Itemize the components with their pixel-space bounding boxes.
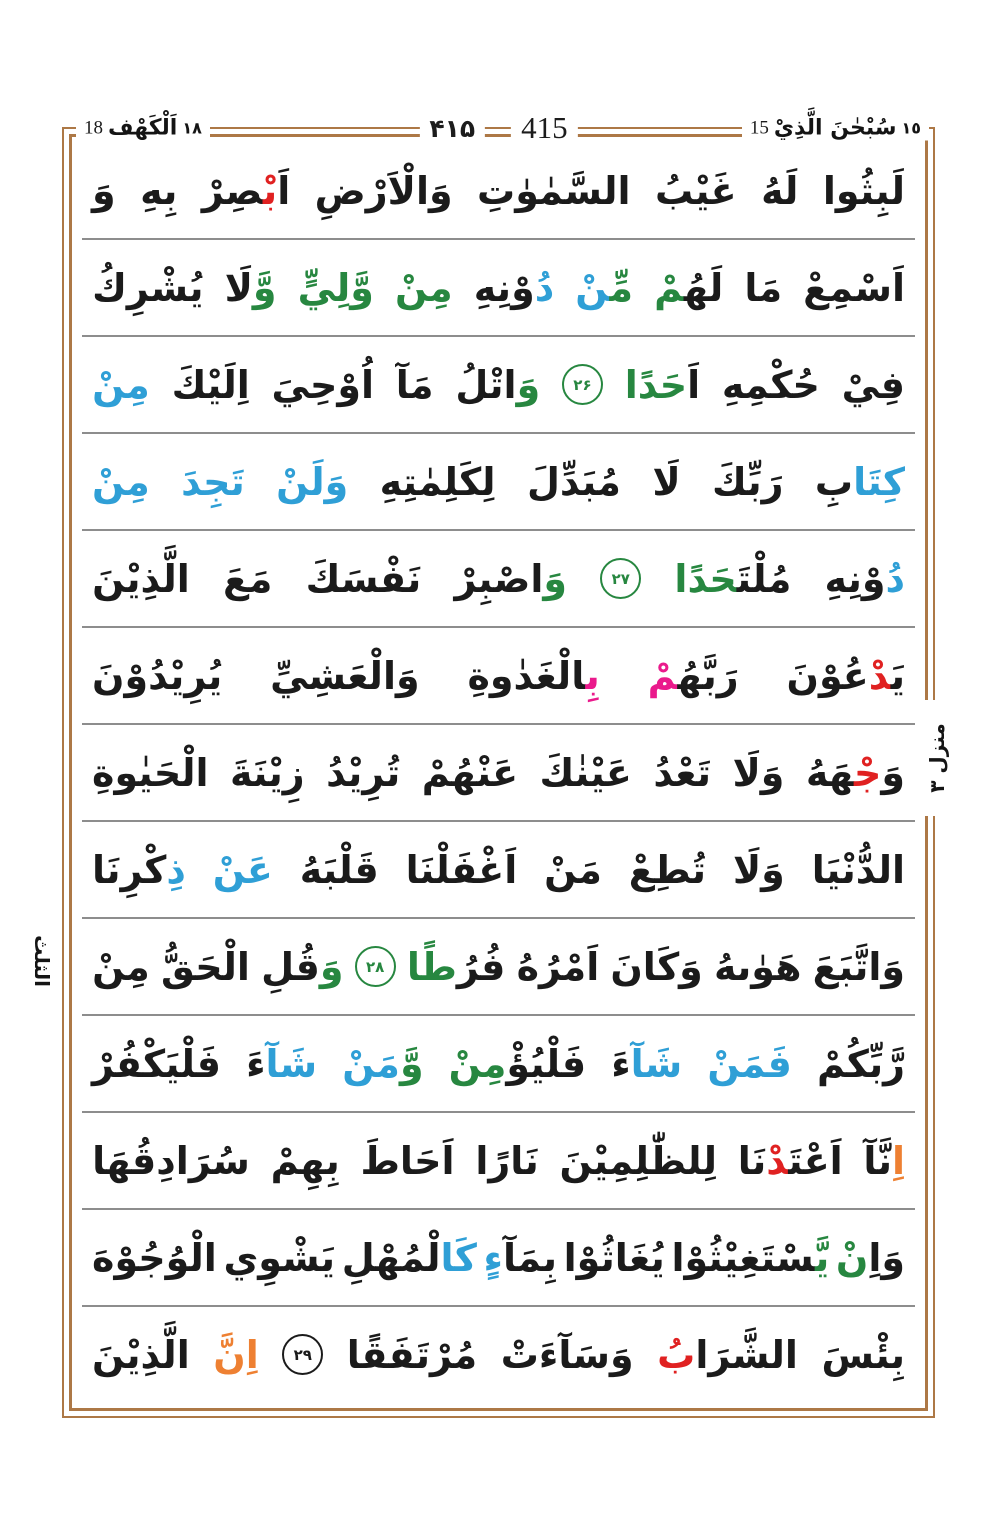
word-segment: فَلْيُؤْ bbox=[506, 1041, 587, 1086]
quran-line bbox=[82, 723, 915, 820]
quran-word bbox=[653, 750, 712, 795]
quran-word bbox=[276, 459, 349, 504]
quran-word bbox=[824, 556, 905, 601]
word-segment: بِ bbox=[585, 653, 600, 698]
quran-word bbox=[811, 847, 905, 892]
juz-name: سُبْحٰنَ الَّذِيْ bbox=[773, 115, 897, 141]
word-segment: وَ bbox=[319, 944, 344, 989]
word-segment: رَبَّهُ bbox=[677, 653, 739, 698]
word-segment: لَهُ bbox=[761, 168, 799, 213]
quran-word bbox=[92, 653, 223, 698]
quran-word bbox=[674, 556, 792, 601]
quran-line bbox=[82, 1305, 915, 1402]
word-segment: وْنِهِ bbox=[473, 265, 535, 310]
word-segment: حَدًا bbox=[674, 556, 737, 601]
word-segment: صِرْ bbox=[201, 168, 263, 213]
quran-word bbox=[563, 1235, 665, 1280]
page-number-latin: 415 bbox=[511, 110, 578, 146]
quran-word bbox=[652, 459, 681, 504]
word-segment: كْرِنَا bbox=[92, 847, 167, 892]
word-segment: لِكَلِمٰتِهِ bbox=[379, 459, 496, 504]
word-segment: دُ bbox=[534, 265, 555, 310]
quran-word bbox=[224, 265, 277, 310]
quran-line bbox=[82, 238, 915, 335]
word-segment: وَاتَّبَعَ bbox=[812, 944, 905, 989]
word-segment: نَفْسَكَ bbox=[305, 556, 422, 601]
quran-word bbox=[92, 1235, 217, 1280]
surah-name: اَلْكَهْف bbox=[108, 115, 178, 141]
quran-word bbox=[624, 362, 701, 407]
page-number-label bbox=[419, 110, 577, 146]
juz-label bbox=[742, 116, 929, 141]
word-segment: ءٍ bbox=[483, 1235, 503, 1280]
quran-word bbox=[732, 847, 785, 892]
word-segment: شَآ bbox=[630, 1041, 683, 1086]
juz-number-arabic: ١٥ bbox=[901, 118, 921, 138]
word-segment: مِنْ bbox=[92, 944, 150, 989]
word-segment: الدُّنْيَا bbox=[811, 847, 905, 892]
word-segment: وَاِ bbox=[868, 1235, 905, 1280]
quran-word bbox=[835, 1235, 905, 1280]
surah-label bbox=[76, 116, 210, 141]
word-segment: الشَّرَا bbox=[695, 1332, 798, 1377]
word-segment: وَلَا bbox=[732, 750, 785, 795]
quran-word bbox=[647, 653, 739, 698]
word-segment: فَلْيَكْفُرْ bbox=[92, 1041, 222, 1086]
quran-word bbox=[812, 944, 905, 989]
word-segment: تُرِيْدُ bbox=[326, 750, 401, 795]
quran-word bbox=[346, 1332, 478, 1377]
quran-word bbox=[454, 556, 568, 601]
quran-word bbox=[526, 459, 621, 504]
word-segment: اَ bbox=[277, 168, 291, 213]
quran-word bbox=[421, 750, 519, 795]
word-segment: الْغَدٰوةِ bbox=[467, 653, 586, 698]
verse-marker: ۲۶ bbox=[562, 364, 603, 405]
word-segment: مُرْتَفَقًا bbox=[346, 1332, 478, 1377]
quran-line bbox=[82, 820, 915, 917]
quran-word bbox=[611, 1041, 683, 1086]
word-segment: شَآ bbox=[265, 1041, 318, 1086]
quran-word bbox=[140, 168, 178, 213]
quran-word bbox=[473, 265, 555, 310]
quran-word bbox=[405, 847, 518, 892]
word-segment: اصْبِرْ bbox=[454, 556, 544, 601]
word-segment: عَنْهُمْ bbox=[421, 750, 519, 795]
quran-line bbox=[82, 917, 915, 1014]
quran-word bbox=[721, 362, 820, 407]
page-frame-outer bbox=[62, 127, 935, 1418]
word-segment: يُرِيْدُوْنَ bbox=[92, 653, 223, 698]
word-segment: اُوْحِيَ bbox=[271, 362, 375, 407]
quran-word bbox=[732, 750, 785, 795]
word-segment: فُرُ bbox=[456, 944, 506, 989]
surah-number-latin: 18 bbox=[84, 117, 103, 138]
word-segment: بِئْسَ bbox=[821, 1332, 905, 1377]
quran-word bbox=[814, 459, 905, 504]
quran-word bbox=[816, 1041, 905, 1086]
quran-word bbox=[744, 265, 783, 310]
quran-line bbox=[82, 335, 915, 432]
word-segment: طًا bbox=[406, 944, 457, 989]
word-segment: بِهِ bbox=[140, 168, 178, 213]
quran-line bbox=[82, 529, 915, 626]
word-segment: كَا bbox=[440, 1235, 477, 1280]
word-segment: وَالْاَرْضِ bbox=[314, 168, 453, 213]
word-segment: مِنْ bbox=[448, 1041, 507, 1086]
quran-word bbox=[213, 1332, 259, 1377]
word-segment: مُلْتَ bbox=[736, 556, 792, 601]
quran-word bbox=[246, 1041, 318, 1086]
quran-word bbox=[654, 265, 724, 310]
quran-word bbox=[671, 1235, 830, 1280]
quran-word bbox=[171, 362, 250, 407]
word-segment: اَسْمِعْ bbox=[803, 265, 905, 310]
word-segment: لَهُ bbox=[683, 265, 724, 310]
word-segment: سُرَادِقُهَا bbox=[92, 1138, 250, 1183]
word-segment: مِنْ bbox=[394, 265, 453, 310]
quran-word bbox=[270, 653, 420, 698]
word-segment: وَ bbox=[516, 362, 541, 407]
quran-word bbox=[92, 1332, 190, 1377]
quran-word bbox=[92, 1138, 250, 1183]
word-segment: وْنِهِ bbox=[824, 556, 886, 601]
word-segment: وَ bbox=[92, 168, 116, 213]
word-segment: مَا bbox=[744, 265, 783, 310]
word-segment: هَهُ bbox=[805, 750, 854, 795]
quran-word bbox=[786, 653, 905, 698]
word-segment: عُوْنَ bbox=[786, 653, 869, 698]
verse-marker: ۲۹ bbox=[282, 1334, 323, 1375]
word-segment: يُغَاثُوْا bbox=[563, 1235, 665, 1280]
word-segment: لِلظّٰلِمِيْنَ bbox=[559, 1138, 717, 1183]
quran-word bbox=[212, 847, 273, 892]
quran-word bbox=[297, 265, 374, 310]
quran-word bbox=[92, 459, 150, 504]
quran-word bbox=[229, 750, 305, 795]
word-segment: وَالْعَشِيِّ bbox=[270, 653, 420, 698]
quran-word bbox=[92, 362, 150, 407]
word-segment: اِلَيْكَ bbox=[171, 362, 250, 407]
word-segment: كِتَا bbox=[853, 459, 905, 504]
word-segment: مِنْ bbox=[92, 362, 150, 407]
quran-line bbox=[82, 143, 915, 238]
word-segment: نَّآ bbox=[863, 1138, 892, 1183]
quran-word bbox=[657, 1332, 798, 1377]
quran-line bbox=[82, 1111, 915, 1208]
word-segment: قُلِ bbox=[261, 944, 320, 989]
word-segment: دُ bbox=[885, 556, 905, 601]
word-segment: اَغْفَلْنَا bbox=[405, 847, 518, 892]
word-segment: ءَ bbox=[611, 1041, 631, 1086]
word-segment: عَنْ bbox=[212, 847, 273, 892]
word-segment: مِنْ bbox=[92, 459, 150, 504]
word-segment: وَلَنْ bbox=[276, 459, 349, 504]
quran-word bbox=[500, 1332, 634, 1377]
quran-word bbox=[92, 265, 204, 310]
word-segment: اِ bbox=[891, 1138, 905, 1183]
quran-line bbox=[82, 626, 915, 723]
word-segment: يَشْوِي bbox=[223, 1235, 336, 1280]
word-segment: مْ bbox=[647, 653, 678, 698]
word-segment: بِهِمْ bbox=[270, 1138, 340, 1183]
quran-word bbox=[712, 459, 784, 504]
quran-word bbox=[455, 362, 541, 407]
word-segment: وَلَا bbox=[732, 847, 785, 892]
quran-word bbox=[92, 168, 116, 213]
quran-word bbox=[610, 944, 703, 989]
word-segment: اَ bbox=[687, 362, 701, 407]
verse-marker: ۲۸ bbox=[355, 946, 396, 987]
word-segment: بْ bbox=[262, 168, 278, 213]
word-segment: ذِ bbox=[166, 847, 186, 892]
word-segment: الَّذِيْنَ bbox=[92, 556, 190, 601]
quran-word bbox=[271, 362, 375, 407]
quran-word bbox=[467, 653, 600, 698]
quran-word bbox=[222, 556, 273, 601]
quran-word bbox=[181, 459, 245, 504]
quran-word bbox=[395, 362, 434, 407]
quran-word bbox=[544, 847, 602, 892]
quran-word bbox=[821, 1332, 906, 1377]
word-segment: لْمُهْلِ bbox=[341, 1235, 441, 1280]
word-segment: سْتَغِيْثُوْا bbox=[671, 1235, 815, 1280]
quran-word bbox=[314, 168, 453, 213]
quran-word bbox=[342, 1041, 424, 1086]
quran-word bbox=[92, 556, 190, 601]
word-segment: يَ bbox=[890, 653, 905, 698]
manzil-marker: منزل ۳ bbox=[921, 700, 955, 816]
word-segment: اَعْتَ bbox=[788, 1138, 843, 1183]
word-segment: مْ bbox=[654, 265, 684, 310]
quran-word bbox=[161, 944, 250, 989]
word-segment: لَا bbox=[224, 265, 253, 310]
word-segment: اَمْرُهُ bbox=[516, 944, 600, 989]
word-segment: مُبَدِّلَ bbox=[526, 459, 621, 504]
quran-word bbox=[477, 168, 631, 213]
quran-word bbox=[223, 1235, 336, 1280]
quran-word bbox=[305, 556, 422, 601]
word-segment: اِنَّ bbox=[213, 1332, 259, 1377]
word-segment: جْ bbox=[853, 750, 882, 795]
quran-word bbox=[341, 1235, 477, 1280]
word-segment: بِمَآ bbox=[502, 1235, 557, 1280]
word-segment: رَبِّكَ bbox=[712, 459, 784, 504]
quran-word bbox=[516, 944, 600, 989]
quran-word bbox=[261, 944, 344, 989]
word-segment: وَّلِيٍّ bbox=[297, 265, 374, 310]
word-segment: لَا bbox=[652, 459, 681, 504]
page-number-urdu: ۴۱۵ bbox=[419, 114, 485, 143]
word-segment: وَ bbox=[543, 556, 568, 601]
word-segment: زِيْنَةَ bbox=[229, 750, 305, 795]
word-segment: يَّ bbox=[814, 1235, 830, 1280]
verse-marker: ۲۷ bbox=[600, 558, 641, 599]
word-segment: يُشْرِكُ bbox=[92, 265, 204, 310]
word-segment: وَّ bbox=[399, 1041, 424, 1086]
quran-word bbox=[803, 265, 905, 310]
quran-line bbox=[82, 1014, 915, 1111]
word-segment: مَعَ bbox=[222, 556, 273, 601]
quran-word bbox=[406, 944, 506, 989]
quran-word bbox=[448, 1041, 587, 1086]
quran-word bbox=[92, 944, 150, 989]
quran-text-area bbox=[82, 143, 915, 1402]
word-segment: بِ bbox=[814, 459, 854, 504]
quran-word bbox=[270, 1138, 340, 1183]
word-segment: هَوٰىهُ bbox=[713, 944, 802, 989]
word-segment: تُطِعْ bbox=[628, 847, 706, 892]
word-segment: غَيْبُ bbox=[654, 168, 737, 213]
word-segment: دْ bbox=[868, 653, 891, 698]
quran-word bbox=[394, 265, 453, 310]
juz-number-latin: 15 bbox=[749, 117, 769, 138]
word-segment: قَلْبَهُ bbox=[299, 847, 379, 892]
quran-word bbox=[761, 168, 799, 213]
word-segment: وَسَآءَتْ bbox=[500, 1332, 634, 1377]
quran-word bbox=[92, 1041, 222, 1086]
word-segment: ءَ bbox=[246, 1041, 266, 1086]
quran-word bbox=[713, 944, 802, 989]
quran-word bbox=[326, 750, 401, 795]
surah-number-arabic: ١٨ bbox=[182, 118, 202, 138]
quran-word bbox=[475, 1138, 539, 1183]
word-segment: فِيْ bbox=[841, 362, 905, 407]
quran-word bbox=[737, 1138, 843, 1183]
word-segment: مَنْ bbox=[342, 1041, 400, 1086]
word-segment: الْوُجُوْهَ bbox=[92, 1235, 217, 1280]
word-segment: مَآ bbox=[395, 362, 434, 407]
quran-word bbox=[863, 1138, 905, 1183]
word-segment: وَكَانَ bbox=[610, 944, 703, 989]
quran-word bbox=[92, 847, 186, 892]
word-segment: مَنْ bbox=[544, 847, 602, 892]
word-segment: نْ bbox=[575, 265, 610, 310]
word-segment: فَمَنْ bbox=[707, 1041, 792, 1086]
word-segment: الَّذِيْنَ bbox=[92, 1332, 190, 1377]
word-segment: نَارًا bbox=[475, 1138, 539, 1183]
quran-word bbox=[707, 1041, 792, 1086]
quran-word bbox=[539, 750, 632, 795]
word-segment: مِّ bbox=[609, 265, 634, 310]
word-segment: اَحَاطَ bbox=[360, 1138, 455, 1183]
word-segment: وَ bbox=[881, 750, 905, 795]
word-segment: الْحَيٰوةِ bbox=[92, 750, 209, 795]
quran-word bbox=[575, 265, 634, 310]
word-segment: وَّ bbox=[252, 265, 277, 310]
word-segment: الْحَقُّ bbox=[161, 944, 250, 989]
word-segment: اتْلُ bbox=[455, 362, 517, 407]
word-segment: دْ bbox=[766, 1138, 789, 1183]
word-segment: السَّمٰوٰتِ bbox=[477, 168, 631, 213]
quran-word bbox=[805, 750, 905, 795]
quran-word bbox=[559, 1138, 717, 1183]
quran-word bbox=[92, 750, 209, 795]
quran-word bbox=[360, 1138, 455, 1183]
word-segment: حُكْمِهِ bbox=[721, 362, 820, 407]
page-frame-inner bbox=[69, 134, 928, 1411]
quran-word bbox=[299, 847, 379, 892]
quran-word bbox=[201, 168, 291, 213]
quran-word bbox=[379, 459, 496, 504]
word-segment: بُ bbox=[657, 1332, 696, 1377]
quran-word bbox=[822, 168, 905, 213]
word-segment: نْ bbox=[835, 1235, 869, 1280]
word-segment: نَا bbox=[737, 1138, 767, 1183]
word-segment: عَيْنٰكَ bbox=[539, 750, 632, 795]
word-segment: حَدًا bbox=[624, 362, 688, 407]
word-segment: لَبِثُوا bbox=[822, 168, 905, 213]
quran-word bbox=[483, 1235, 557, 1280]
thuluth-marker: الثلث bbox=[24, 895, 58, 1027]
word-segment: رَّبِّكُمْ bbox=[816, 1041, 905, 1086]
quran-line bbox=[82, 1208, 915, 1305]
word-segment: تَجِدَ bbox=[181, 459, 245, 504]
quran-word bbox=[628, 847, 706, 892]
quran-word bbox=[841, 362, 905, 407]
word-segment: تَعْدُ bbox=[653, 750, 712, 795]
quran-word bbox=[654, 168, 737, 213]
quran-line bbox=[82, 432, 915, 529]
